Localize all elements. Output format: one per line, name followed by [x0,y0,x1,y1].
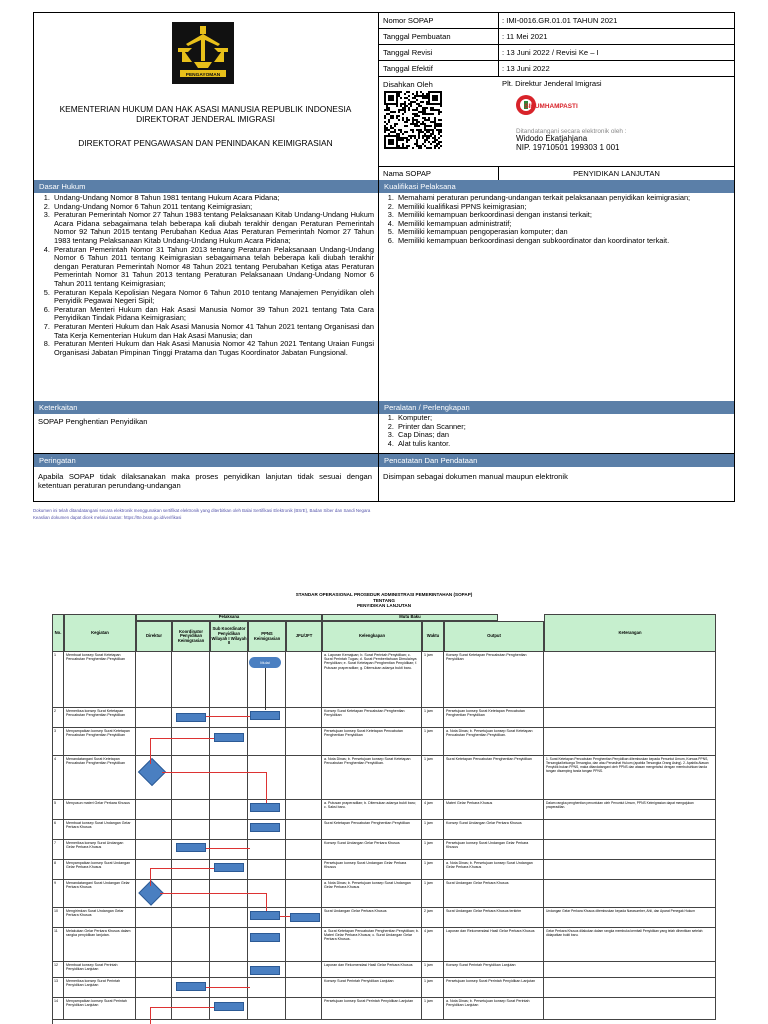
section-peralatan: Peralatan / Perlengkapan [379,401,734,414]
flow-row [52,978,716,998]
col-no: No. [52,614,64,652]
cell-lane [286,998,322,1019]
cell-lane [248,998,286,1019]
section-kualifikasi: Kualifikasi Pelaksana [379,180,734,193]
process-11 [250,933,280,942]
cell-lane [248,728,286,755]
cell-output: Persetujuan konsep Surat Ketetapan Pencabutan Penghentian Penyidikan [444,708,544,727]
meta-value-efektif: : 13 Juni 2022 [502,64,550,73]
cell-kegiatan: Menyusun materi Gelar Perkara Khusus [64,800,136,819]
cell-waktu: 1 jam [422,708,444,727]
cell-waktu: 4 jam [422,928,444,961]
cell-kelengkapan: Laporan dan Rekomendasi Hasil Gelar Perkara Khusus [322,962,422,977]
meta-rule-3 [378,60,735,61]
flow-row [52,840,716,860]
connector-m [150,1007,214,1008]
cell-lane [172,962,210,977]
cell-lane [136,800,172,819]
meta-value-pembuatan: : 11 Mei 2021 [502,32,548,41]
cell-kegiatan: Membuat konsep Surat Undangan Gelar Perkara Khusus [64,820,136,839]
cell-kegiatan: Mengirimkan Surat Undangan Gelar Perkara Khusus [64,908,136,927]
cell-lane [210,800,248,819]
cell-lane [210,928,248,961]
col-ppns: PPNS Keimigrasian [248,621,286,652]
cell-lane [172,756,210,799]
stamp-text: SIKUMHAMPASTI [524,103,578,110]
footer-note-1: Dokumen ini telah ditandatangani secara elektronik menggunakan sertifikat elektronik yang diterbitkan oleh Balai Sertifikasi Elektronik (BSrE), Badan Siber dan Sandi Negara [33,508,371,513]
cell-waktu: 1 jam [422,756,444,799]
cell-lane [172,860,210,879]
cell-lane [172,800,210,819]
cell-kelengkapan: a. Laporan Kemajuan; b. Surat Perintah Penyidikan; c. Surat Perintah Tugas; d. Surat Pemberitahuan Dimulainya Penyidikan; e. Surat Ketetapan Penghentian Penyidikan; f. Putusan praperadilan; g. Ditemukan adanya bukti baru. [322,652,422,707]
cell-kegiatan: Menandatangani Surat Ketetapan Pencabutan Penghentian Penyidikan [64,756,136,799]
flow-left-edge [52,652,53,1024]
cell-keterangan [544,978,716,997]
cell-lane [136,908,172,927]
meta-col-divider [498,12,499,76]
connector-i [160,893,266,894]
cell-no: 14 [52,998,64,1019]
cell-kelengkapan: Surat Ketetapan Pencabutan Penghentian Penyidikan [322,820,422,839]
kual-item: 3. Memiliki kemampuan berkoordinasi dengan instansi terkait; [396,211,728,220]
cell-lane [286,800,322,819]
cell-lane [172,908,210,927]
process-3 [214,733,244,742]
group-pelaksana: Pelaksana [136,614,322,621]
cell-keterangan: Undangan Gelar Perkara Khusus ditembuskan kepada Narasumber, Ahli, dan Aparat Penegak Hukum [544,908,716,927]
peralatan-item: 3. Cap Dinas; dan [396,431,728,440]
cell-kegiatan: Membuat konsep Surat Ketetapan Pencabutan Penghentian Penyidikan [64,652,136,707]
cell-keterangan [544,880,716,907]
col-keterangan: Keterangan [544,614,716,652]
connector-f [206,848,250,849]
process-2 [176,713,206,722]
cell-kelengkapan: a. Surat Ketetapan Pencabutan Penghentian Penyidikan; b. Materi Gelar Perkara Khusus; c. Surat Undangan Gelar Perkara Khusus. [322,928,422,961]
cell-lane [172,652,210,707]
start-terminator: Mulai [249,657,281,668]
kual-item: 1. Memahami peraturan perundang-undangan terkait pelaksanaan penyidikan keimigrasian; [396,194,728,203]
cell-lane [210,708,248,727]
dasar-item: 1. Undang-Undang Nomor 8 Tahun 1981 tentang Hukum Acara Pidana; [52,194,374,203]
sop-name-label: Nama SOPAP [383,169,431,178]
cell-lane [172,820,210,839]
cell-lane [286,756,322,799]
kual-item: 6. Memiliki kemampuan berkoordinasi dengan subkoordinator dan koordinator terkait. [396,237,728,246]
process-10 [250,911,280,920]
meta-rule-1 [378,28,735,29]
org-line-3: DIREKTORAT PENGAWASAN DAN PENINDAKAN KEIMIGRASIAN [78,138,333,148]
col-kelengkapan: Kelengkapan [322,621,422,652]
cell-lane [136,840,172,859]
cell-lane [286,820,322,839]
cell-keterangan [544,962,716,977]
group-mutu-baku: Mutu Baku [322,614,498,621]
cell-lane [136,962,172,977]
cell-kelengkapan: Konsep Surat Undangan Gelar Perkara Khusus [322,840,422,859]
col-output: Output [444,621,544,652]
cell-waktu: 1 jam [422,962,444,977]
cell-lane [286,880,322,907]
cell-lane [172,928,210,961]
cell-keterangan [544,840,716,859]
cell-no: 4 [52,756,64,799]
connector-b [150,738,214,739]
cell-lane [286,962,322,977]
process-13 [176,982,206,991]
dasar-hukum-list [36,194,374,357]
keterkaitan-text: SOPAP Penghentian Penyidikan [38,417,148,426]
process-10b [290,913,320,922]
section-dasar-hukum: Dasar Hukum [34,180,378,193]
col-kegiatan: Kegiatan [64,614,136,652]
meta-label-pembuatan: Tanggal Pembuatan [383,32,451,41]
process-5 [250,803,280,812]
footer-note-2: Keaslian dokumen dapat dicek melalui tautan: https://tte.bssn.go.id/verifikasi [33,515,182,520]
peralatan-item: 2. Printer dan Scanner; [396,423,728,432]
cell-lane [286,860,322,879]
approval-title: Plt. Direktur Jenderal Imigrasi [502,79,602,88]
cell-lane [210,820,248,839]
cell-keterangan [544,708,716,727]
cell-kelengkapan: Konsep Surat Ketetapan Pencabutan Penghentian Penyidikan [322,708,422,727]
cell-keterangan [544,860,716,879]
cell-lane [136,998,172,1019]
cell-lane [136,978,172,997]
meta-label-revisi: Tanggal Revisi [383,48,433,57]
peralatan-list [380,414,728,448]
dasar-item: 7. Peraturan Menteri Hukum dan Hak Asasi Manusia Nomor 41 Tahun 2021 tentang Organisasi dan Tata Kerja Kementerian Hukum dan Hak Asasi Manusia; dan [52,323,374,340]
flow-row [52,820,716,840]
cell-lane [286,652,322,707]
cell-lane [286,978,322,997]
flow-row [52,800,716,820]
cell-lane [210,840,248,859]
cell-output: Materi Gelar Perkara Khusus [444,800,544,819]
connector-h [150,868,151,886]
cell-kegiatan: Membuat konsep Surat Perintah Penyidikan Lanjutan [64,962,136,977]
nama-rule-top [378,166,735,167]
cell-no: 11 [52,928,64,961]
flow-title-1: STANDAR OPERASIONAL PROSEDUR ADMINISTRASI PEMERINTAHAN (SOPAP) [295,592,473,597]
cell-kegiatan: Menyampaikan konsep Surat Ketetapan Pencabutan Penghentian Penyidikan [64,728,136,755]
cell-output: Surat Undangan Gelar Perkara Khusus terkirim [444,908,544,927]
connector-g [150,868,214,869]
cell-no: 7 [52,840,64,859]
sop-name-value: PENYIDIKAN LANJUTAN [573,169,660,178]
dasar-item: 3. Peraturan Pemerintah Nomor 27 Tahun 1983 tentang Pelaksanaan Kitab Undang-Undang Hukum Acara Pidana sebagaimana telah beberapa kali diubah terakhir dengan Peraturan Pemerintah Nomor 92 Tahun 2015 tentang Perubahan Kedua Atas Peraturan Pemerintah Nomor 27 Tahun 1983 tentang Pelaksanaan Kitab Undang-Undang Hukum Acara Pidana; [52,211,374,245]
flow-row [52,860,716,880]
process-12 [250,966,280,975]
cell-lane [172,728,210,755]
flow-title-2: TENTANG [373,597,395,603]
cell-no: 12 [52,962,64,977]
cell-lane [248,756,286,799]
cell-keterangan: 1. Surat Ketetapan Pencabutan Penghentian Penyidikan ditembuskan kepada Penuntut Umum, Korwas PPNS, Tersangka/keluarga Tersangka, dan atau Penasihat Hukum (apabila Tersangka Orang Asing). 2. Apabila Atasan Penyidik bukan PPNS, maka ditandatangani oleh PPNS dan atasan mengetahui dengan membubuhkan tanda tangan disamping tanda tangan PPNS. [544,756,716,799]
section-pencatatan: Pencatatan Dan Pendataan [379,454,734,467]
cell-waktu: 1 jam [422,652,444,707]
meta-value-nomor: : IMI-0016.GR.01.01 TAHUN 2021 [502,16,618,25]
cell-no: 8 [52,860,64,879]
cell-no: 13 [52,978,64,997]
cell-kelengkapan: Surat Undangan Gelar Perkara Khusus [322,908,422,927]
cell-lane [286,708,322,727]
process-7 [176,843,206,852]
pencatatan-text: Disimpan sebagai dokumen manual maupun elektronik [383,472,568,481]
cell-no: 5 [52,800,64,819]
cell-lane [248,840,286,859]
cell-output: Persetujuan konsep Surat Undangan Gelar Perkara Khusus [444,840,544,859]
cell-output: Laporan dan Rekomendasi Hasil Gelar Perkara Khusus [444,928,544,961]
cell-kelengkapan: Persetujuan konsep Surat Perintah Penyidikan Lanjutan [322,998,422,1019]
flow-row [52,908,716,928]
bsre-stamp [515,90,578,120]
cell-lane [210,962,248,977]
cell-output: Konsep Surat Ketetapan Pencabutan Penghentian Penyidikan [444,652,544,707]
signer-nip: NIP. 19710501 199303 1 001 [516,143,620,152]
peringatan-text: Apabila SOPAP tidak dilaksanakan maka proses penyidikan lanjutan tidak sesuai dengan ketentuan peraturan perundang-undangan [38,472,372,491]
cell-kelengkapan: Persetujuan konsep Surat Ketetapan Pencabutan Penghentian Penyidikan [322,728,422,755]
cell-lane [286,840,322,859]
meta-value-revisi: : 13 Juni 2022 / Revisi Ke – I [502,48,599,57]
col-direktur: Direktur [136,621,172,652]
cell-lane [286,728,322,755]
cell-keterangan [544,820,716,839]
cell-no: 10 [52,908,64,927]
cell-lane [286,928,322,961]
cell-no: 2 [52,708,64,727]
cell-kelengkapan: Persetujuan konsep Surat Undangan Gelar Perkara Khusus [322,860,422,879]
peralatan-item: 1. Komputer; [396,414,728,423]
cell-lane [172,998,210,1019]
cell-kelengkapan: a. Nota Dinas; b. Persetujuan konsep Surat Ketetapan Pencabutan Penghentian Penyidikan. [322,756,422,799]
connector-e [266,772,267,803]
dasar-item: 2. Undang-Undang Nomor 6 Tahun 2011 tentang Keimigrasian; [52,203,374,212]
cell-kegiatan: Memeriksa konsep Surat Ketetapan Pencabutan Penghentian Penyidikan [64,708,136,727]
col-waktu: Waktu [422,621,444,652]
cell-keterangan [544,998,716,1019]
cell-kegiatan: Menyampaikan konsep Surat Undangan Gelar Perkara Khusus [64,860,136,879]
start-connector [265,668,266,710]
section-peringatan: Peringatan [34,454,378,467]
cell-output: a. Nota Dinas; b. Persetujuan konsep Surat Perintah Penyidikan Lanjutan [444,998,544,1019]
connector-k [280,916,290,917]
cell-lane [136,820,172,839]
cell-lane [210,756,248,799]
process-1 [250,711,280,720]
cell-waktu: 1 jam [422,880,444,907]
cell-lane [210,908,248,927]
cell-output: Konsep Surat Undangan Gelar Perkara Khusus [444,820,544,839]
cell-no: 6 [52,820,64,839]
org-line-2: DIREKTORAT JENDERAL IMIGRASI [136,114,275,124]
cell-output: Surat Undangan Gelar Perkara Khusus [444,880,544,907]
cell-lane [136,728,172,755]
cell-waktu: 4 jam [422,800,444,819]
connector-l [206,987,250,988]
org-line-1: KEMENTERIAN HUKUM DAN HAK ASASI MANUSIA REPUBLIK INDONESIA [59,104,352,114]
connector-n [150,1007,151,1024]
signer-name: Widodo Ekatjahjana [516,134,588,143]
cell-kegiatan: Menandatangani Surat Undangan Gelar Perkara Khusus [64,880,136,907]
cell-waktu: 2 jam [422,908,444,927]
cell-waktu: 1 jam [422,840,444,859]
kual-item: 2. Memiliki kualifikasi PPNS keimigrasian; [396,203,728,212]
cell-waktu: 1 jam [422,998,444,1019]
garuda-logo [172,22,234,84]
meta-rule-2 [378,44,735,45]
connector-j [266,893,267,911]
cell-lane [248,978,286,997]
cell-waktu: 1 jam [422,860,444,879]
cell-kegiatan: Memeriksa konsep Surat Perintah Penyidikan Lanjutan [64,978,136,997]
cell-output: Konsep Surat Perintah Penyidikan Lanjutan [444,962,544,977]
center-divider [378,12,379,502]
meta-label-nomor: Nomor SOPAP [383,16,434,25]
cell-kelengkapan: Konsep Surat Perintah Penyidikan Lanjutan [322,978,422,997]
dasar-item: 5. Peraturan Kepala Kepolisian Negara Nomor 6 Tahun 2010 tentang Manajemen Penyidikan oleh Penyidik Pegawai Negeri Sipil; [52,289,374,306]
cell-waktu: 1 jam [422,978,444,997]
cell-output: Surat Ketetapan Pencabutan Penghentian Penyidikan [444,756,544,799]
flow-row [52,708,716,728]
cell-lane [248,860,286,879]
cell-output: a. Nota Dinas; b. Persetujuan konsep Surat Ketetapan Pencabutan Penghentian Penyidikan. [444,728,544,755]
approval-label: Disahkan Oleh [383,80,433,89]
meta-rule-4 [378,76,735,77]
col-subkoordinator: Sub Koordinator Penyidikan Wilayah I Wilayah II [210,621,248,652]
cell-output: Persetujuan konsep Surat Perintah Penyidikan Lanjutan [444,978,544,997]
cell-waktu: 1 jam [422,820,444,839]
flow-row [52,998,716,1020]
flow-row [52,928,716,962]
flow-title [0,592,768,609]
connector-a [206,716,250,717]
col-jfu: JFU/JFT [286,621,322,652]
cell-kelengkapan: a. Nota Dinas; b. Persetujuan konsep Surat Undangan Gelar Perkara Khusus [322,880,422,907]
flow-row [52,728,716,756]
qr-code [384,91,442,149]
kualifikasi-list [380,194,728,246]
cell-keterangan: Gelar Perkara Khusus dilakukan dalam rangka membuka kembali Penyidikan yang telah dihentikan setelah didapatkan bukti baru. [544,928,716,961]
process-6 [250,823,280,832]
cell-lane [136,928,172,961]
flow-row [52,962,716,978]
cell-no: 3 [52,728,64,755]
cell-kegiatan: Memeriksa konsep Surat Undangan Gelar Perkara Khusus [64,840,136,859]
cell-output: a. Nota Dinas; b. Persetujuan konsep Surat Undangan Gelar Perkara Khusus [444,860,544,879]
signed-note: Ditandatangani secara elektronik oleh : [516,128,627,135]
cell-kelengkapan: a. Putusan praperadilan; b. Ditemukan adanya bukti baru; c. Saksi baru. [322,800,422,819]
section-keterkaitan: Keterkaitan [34,401,378,414]
cell-lane [136,652,172,707]
cell-no: 9 [52,880,64,907]
meta-label-efektif: Tanggal Efektif [383,64,433,73]
peralatan-item: 4. Alat tulis kantor. [396,440,728,449]
flow-row [52,652,716,708]
flow-title-3: PENYIDIKAN LANJUTAN [356,603,412,609]
cell-lane [210,652,248,707]
cell-keterangan [544,728,716,755]
col-koordinator: Koordinator Penyidikan Keimigrasian [172,621,210,652]
dasar-item: 4. Peraturan Pemerintah Nomor 31 Tahun 2013 tentang Peraturan Pelaksanaan Undang-Undang Nomor 6 Tahun 2011 tentang Keimigrasian sebagaimana telah beberapa kali diubah terakhir dengan Peraturan Pemerintah Nomor 48 Tahun 2021 tentang Perubahan Ketiga atas Peraturan Pemerintah Nomor 31 Tahun 2013 tentang Peraturan Pelaksanaan Undang-Undang Nomor 6 Tahun 2011 tentang Keimigrasian; [52,246,374,289]
kual-item: 4. Memiliki kemampuan administratif; [396,220,728,229]
cell-kegiatan: Menyampaikan konsep Surat Perintah Penyidikan Lanjutan [64,998,136,1019]
cell-keterangan [544,652,716,707]
cell-keterangan: Dalam rangka penghentian penuntutan oleh Penuntut Umum, PPNS Keimigrasian dapat mengajukan praperadilan. [544,800,716,819]
cell-lane [136,708,172,727]
process-14 [214,1002,244,1011]
kual-item: 5. Memiliki kemampuan pengoperasian komputer; dan [396,228,728,237]
cell-kegiatan: Melakukan Gelar Perkara Khusus dalam rangka penyidikan lanjutan. [64,928,136,961]
connector-d [162,772,266,773]
cell-lane [136,860,172,879]
dasar-item: 8. Peraturan Menteri Hukum dan Hak Asasi Manusia Nomor 42 Tahun 2021 Tentang Uraian Fungsi Organisasi Jabatan Pimpinan Tinggi Pratama dan Tugas Koordinator Jabatan Fungsional. [52,340,374,357]
dasar-item: 6. Peraturan Menteri Hukum dan Hak Asasi Manusia Nomor 39 Tahun 2021 tentang Tata Cara Penyidikan Tindak Pidana Keimigrasian; [52,306,374,323]
connector-c [150,738,151,764]
logo-caption: PENGAYOMAN [185,73,221,78]
process-8 [214,863,244,872]
cell-no: 1 [52,652,64,707]
cell-waktu: 1 jam [422,728,444,755]
